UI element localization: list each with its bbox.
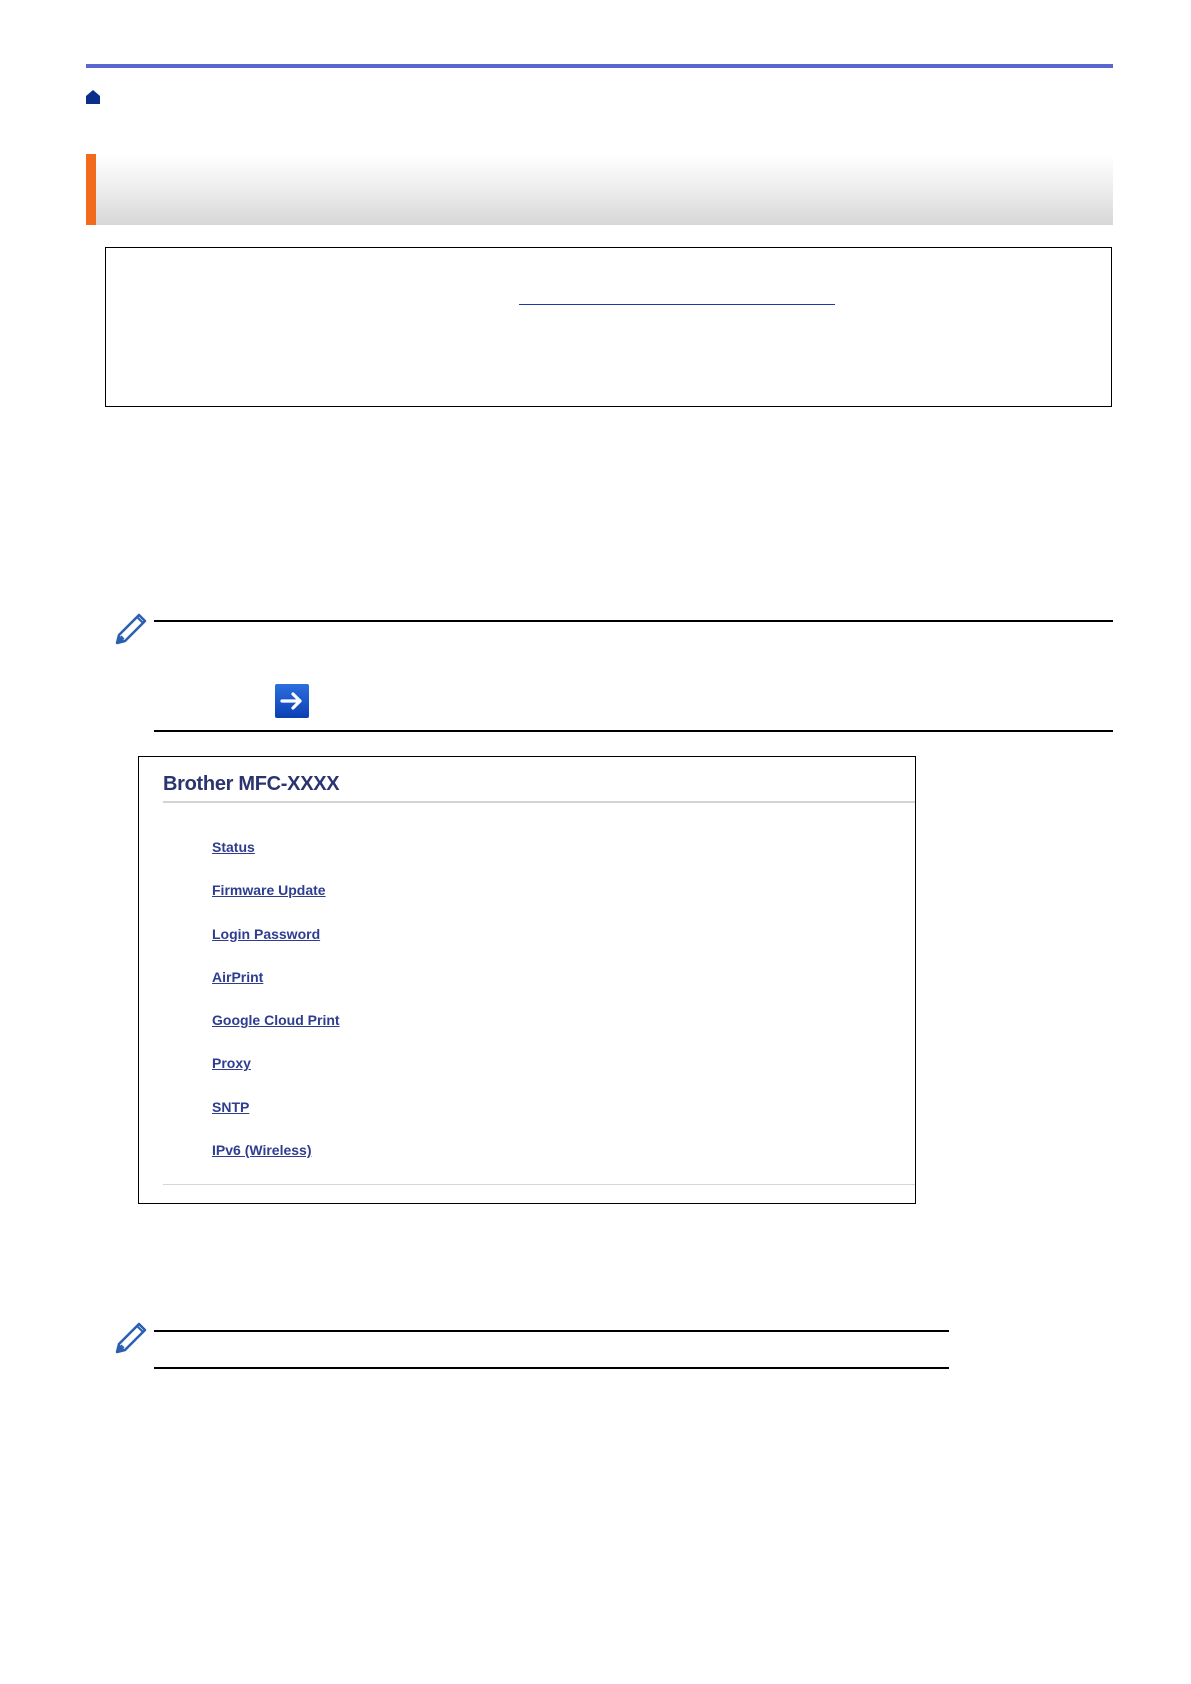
panel-divider-top <box>163 801 915 803</box>
menu-link-login-password[interactable]: Login Password <box>212 925 321 942</box>
related-link-underline[interactable] <box>519 304 835 305</box>
menu-link-google-cloud-print[interactable]: Google Cloud Print <box>212 1012 340 1029</box>
menu-link-airprint[interactable]: AirPrint <box>212 968 264 985</box>
menu-link-status[interactable]: Status <box>212 839 255 855</box>
pencil-icon <box>109 609 149 649</box>
related-info-box <box>105 247 1112 407</box>
note-top-rule <box>154 620 1113 622</box>
web-management-panel <box>138 756 916 1204</box>
pencil-icon <box>109 1318 149 1358</box>
section-title-bar <box>86 154 1113 225</box>
menu-link-sntp[interactable]: SNTP <box>212 1098 250 1115</box>
menu-link-ipv6-wireless[interactable]: IPv6 (Wireless) <box>212 1142 312 1159</box>
section-title-accent <box>86 154 96 225</box>
arrow-right-icon <box>275 684 309 718</box>
panel-divider-bottom <box>163 1184 915 1185</box>
home-icon[interactable] <box>85 89 101 105</box>
panel-title: Brother MFC-XXXX <box>163 773 340 795</box>
menu-link-firmware-update[interactable]: Firmware Update <box>212 882 326 899</box>
header-rule <box>86 64 1113 68</box>
note-top-rule <box>154 1330 949 1332</box>
note-bottom-rule <box>154 730 1113 732</box>
menu-link-proxy[interactable]: Proxy <box>212 1055 251 1072</box>
note-bottom-rule <box>154 1367 949 1369</box>
navigation-menu <box>212 839 340 1185</box>
